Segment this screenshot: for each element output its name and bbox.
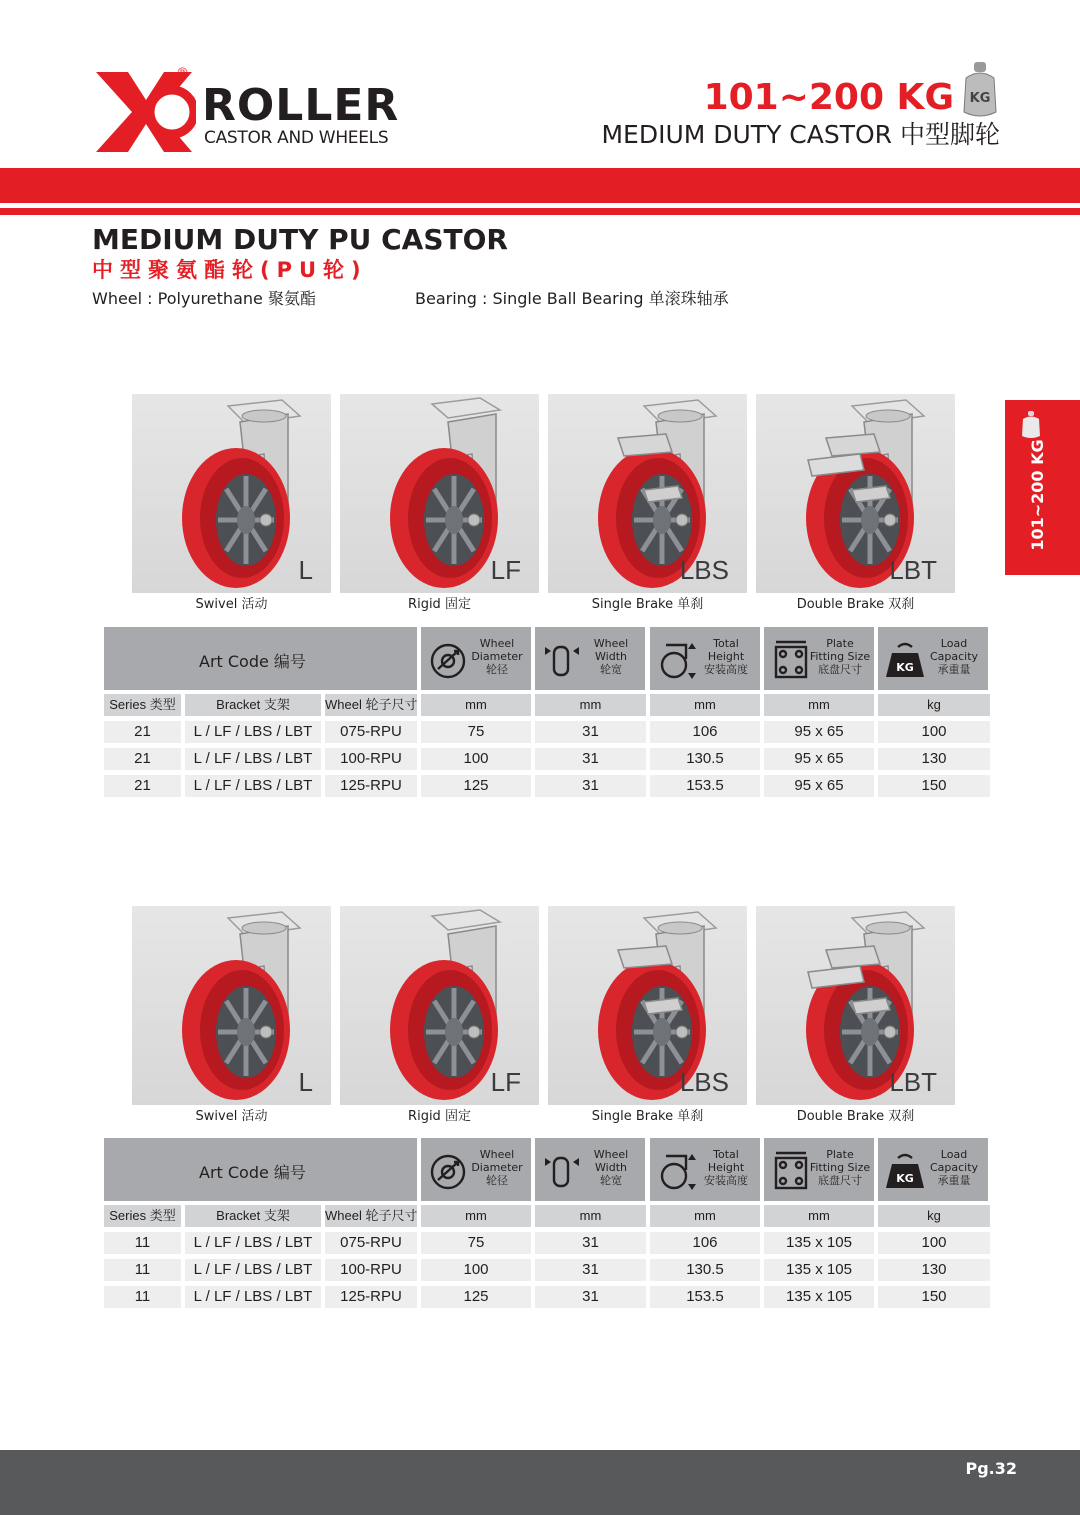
table-cell: 21 [104,775,181,797]
castor-captions-section-1 [132,598,956,618]
column-header-label-line: Width [595,650,627,663]
product-title-cn: 中型聚氨酯轮(PU轮) [92,258,368,282]
brand-name: ROLLER [202,80,400,131]
column-header-label-line: Total [713,1148,739,1161]
unit-header-cell: Wheel 轮子尺寸 [325,694,417,716]
table-cell: 135 x 105 [764,1286,874,1308]
column-header-label-line: Wheel [593,1148,629,1161]
column-header-label-line: 承重量 [937,1174,971,1187]
table-cell: 130 [878,748,990,770]
table-cell: 11 [104,1286,181,1308]
table-cell: 21 [104,721,181,743]
column-header-label-line: 轮径 [486,663,508,676]
castor-type-code: L [298,555,313,585]
table-cell: L / LF / LBS / LBT [185,721,321,743]
table-cell: 106 [650,721,760,743]
table-cell: 075-RPU [325,1232,417,1254]
weight-icon-label: KG [969,91,991,106]
table-cell: L / LF / LBS / LBT [185,1286,321,1308]
unit-header-cell: Bracket 支架 [185,694,321,716]
column-header-wheel-width [535,1138,645,1201]
column-header-label-line: 承重量 [937,663,971,676]
column-header-label [808,1148,872,1187]
unit-header-cell: mm [535,694,646,716]
column-header-label-line: Height [707,650,745,663]
castor-type-code: LBT [889,1067,937,1097]
castor-type-caption: Single Brake 单刹 [591,597,704,612]
weight-icon [960,60,1000,120]
double-brake-castor-image [756,906,955,1105]
table-cell: 125-RPU [325,775,417,797]
table-cell: 11 [104,1259,181,1281]
column-header-load-capacity [878,1138,988,1201]
column-header-label [922,1148,986,1187]
column-header-label-line: Wheel [479,637,515,650]
unit-header-cell: Series 类型 [104,1205,181,1227]
castor-type-caption: Rigid 固定 [408,1109,471,1124]
column-header-label [922,637,986,676]
weight-range-title: 101~200 KG [703,77,954,118]
double-brake-castor-image [756,394,955,593]
table-cell: 75 [421,721,531,743]
page-number: Pg.32 [965,1459,1017,1478]
header-red-stripe [0,208,1080,215]
column-header-label-line: 轮径 [486,1174,508,1187]
unit-header-cell: mm [650,694,760,716]
table-cell: 106 [650,1232,760,1254]
castor-type-code: LF [490,1067,521,1097]
column-header-total-height [650,627,760,690]
column-header-label-line: Width [595,1161,627,1174]
column-header-label-line: 轮宽 [600,1174,622,1187]
header-red-band [0,168,1080,203]
column-header-wheel-diameter [421,627,531,690]
table-cell: 100 [421,1259,531,1281]
table-cell: 31 [535,1232,646,1254]
table-cell: 31 [535,1286,646,1308]
table-cell: 21 [104,748,181,770]
unit-header-cell: kg [878,1205,990,1227]
table-cell: 125-RPU [325,1286,417,1308]
column-header-label [694,637,758,676]
castor-images-section-1 [132,394,956,594]
unit-header-cell: mm [764,694,874,716]
rigid-castor-image [340,906,539,1105]
column-header-total-height [650,1138,760,1201]
svg-text:KG: KG [896,1172,914,1185]
art-code-label: Art Code 编号 [199,1163,306,1182]
castor-type-caption: Swivel 活动 [195,597,268,612]
table-cell: 130.5 [650,748,760,770]
castor-type-caption: Rigid 固定 [408,597,471,612]
table-cell: 11 [104,1232,181,1254]
table-cell: 100-RPU [325,748,417,770]
column-header-label-line: Total [713,637,739,650]
column-header-label-line: Wheel [479,1148,515,1161]
spec-table-section-1 [104,627,990,802]
castor-captions-section-2 [132,1110,956,1130]
swivel-castor-image [132,906,331,1105]
table-cell: 075-RPU [325,721,417,743]
table-cell: 100 [421,748,531,770]
single-brake-castor-image [548,394,747,593]
column-header-label [465,637,529,676]
table-cell: 100 [878,721,990,743]
castor-type-caption: Swivel 活动 [195,1109,268,1124]
swivel-castor-image [132,394,331,593]
unit-header-cell: mm [421,694,531,716]
column-header-wheel-width [535,627,645,690]
unit-header-cell: Series 类型 [104,694,181,716]
table-cell: 100-RPU [325,1259,417,1281]
column-header-label [579,1148,643,1187]
side-range-label: 101~200 KG [1028,439,1047,551]
column-header-label-line: 轮宽 [600,663,622,676]
column-header-label-line: Wheel [593,637,629,650]
unit-header-cell: mm [421,1205,531,1227]
art-code-header [104,627,417,690]
brand-logo [92,66,452,158]
table-cell: 153.5 [650,775,760,797]
table-cell: 130 [878,1259,990,1281]
table-cell: 135 x 105 [764,1232,874,1254]
table-cell: 125 [421,775,531,797]
castor-images-section-2 [132,906,956,1106]
table-cell: 95 x 65 [764,748,874,770]
castor-type-code: L [298,1067,313,1097]
column-header-label [694,1148,758,1187]
table-cell: 31 [535,1259,646,1281]
product-title: MEDIUM DUTY PU CASTOR [92,223,508,256]
column-header-label-line: Plate [826,637,854,650]
table-cell: 95 x 65 [764,775,874,797]
unit-header-cell: Wheel 轮子尺寸 [325,1205,417,1227]
table-cell: 150 [878,775,990,797]
table-cell: 31 [535,721,646,743]
spec-table-section-2 [104,1138,990,1313]
rigid-castor-image [340,394,539,593]
castor-type-code: LBS [679,555,729,585]
table-cell: 150 [878,1286,990,1308]
registered-mark: ® [176,66,189,81]
column-header-label-line: 安装高度 [704,663,748,676]
page-footer [0,1450,1080,1515]
category-subtitle: MEDIUM DUTY CASTOR 中型脚轮 [601,120,1000,149]
table-cell: 153.5 [650,1286,760,1308]
column-header-label-line: Height [707,1161,745,1174]
table-cell: L / LF / LBS / LBT [185,748,321,770]
single-brake-castor-image [548,906,747,1105]
column-header-label-line: Capacity [929,650,979,663]
svg-text:KG: KG [896,661,914,674]
column-header-label-line: Load [940,1148,968,1161]
column-header-label-line: 安装高度 [704,1174,748,1187]
table-cell: L / LF / LBS / LBT [185,1259,321,1281]
table-cell: 130.5 [650,1259,760,1281]
column-header-label [465,1148,529,1187]
column-header-wheel-diameter [421,1138,531,1201]
table-cell: 31 [535,775,646,797]
unit-header-cell: kg [878,694,990,716]
unit-header-cell: mm [650,1205,760,1227]
castor-type-caption: Single Brake 单刹 [591,1109,704,1124]
bearing-spec: Bearing : Single Ball Bearing 单滚珠轴承 [415,289,729,308]
column-header-label-line: Load [940,637,968,650]
column-header-load-capacity [878,627,988,690]
table-cell: 135 x 105 [764,1259,874,1281]
column-header-label-line: 底盘尺寸 [818,1174,862,1187]
column-header-label [579,637,643,676]
castor-type-caption: Double Brake 双刹 [796,597,915,612]
column-header-label-line: Diameter [471,650,523,663]
castor-type-code: LBS [679,1067,729,1097]
column-header-plate-size [764,1138,874,1201]
art-code-label: Art Code 编号 [199,652,306,671]
unit-header-cell: mm [535,1205,646,1227]
column-header-label-line: 底盘尺寸 [818,663,862,676]
table-cell: 31 [535,748,646,770]
column-header-label-line: Fitting Size [809,650,871,663]
column-header-label-line: Diameter [471,1161,523,1174]
art-code-header [104,1138,417,1201]
castor-type-caption: Double Brake 双刹 [796,1109,915,1124]
castor-type-code: LBT [889,555,937,585]
column-header-plate-size [764,627,874,690]
unit-header-cell: Bracket 支架 [185,1205,321,1227]
column-header-label-line: Capacity [929,1161,979,1174]
column-header-label-line: Plate [826,1148,854,1161]
wheel-spec: Wheel : Polyurethane 聚氨酯 [92,289,316,308]
column-header-label-line: Fitting Size [809,1161,871,1174]
table-cell: 100 [878,1232,990,1254]
castor-type-code: LF [490,555,521,585]
table-cell: L / LF / LBS / LBT [185,775,321,797]
column-header-label [808,637,872,676]
table-cell: L / LF / LBS / LBT [185,1232,321,1254]
table-cell: 75 [421,1232,531,1254]
unit-header-cell: mm [764,1205,874,1227]
brand-tagline: CASTOR AND WHEELS [204,128,389,148]
table-cell: 125 [421,1286,531,1308]
table-cell: 95 x 65 [764,721,874,743]
